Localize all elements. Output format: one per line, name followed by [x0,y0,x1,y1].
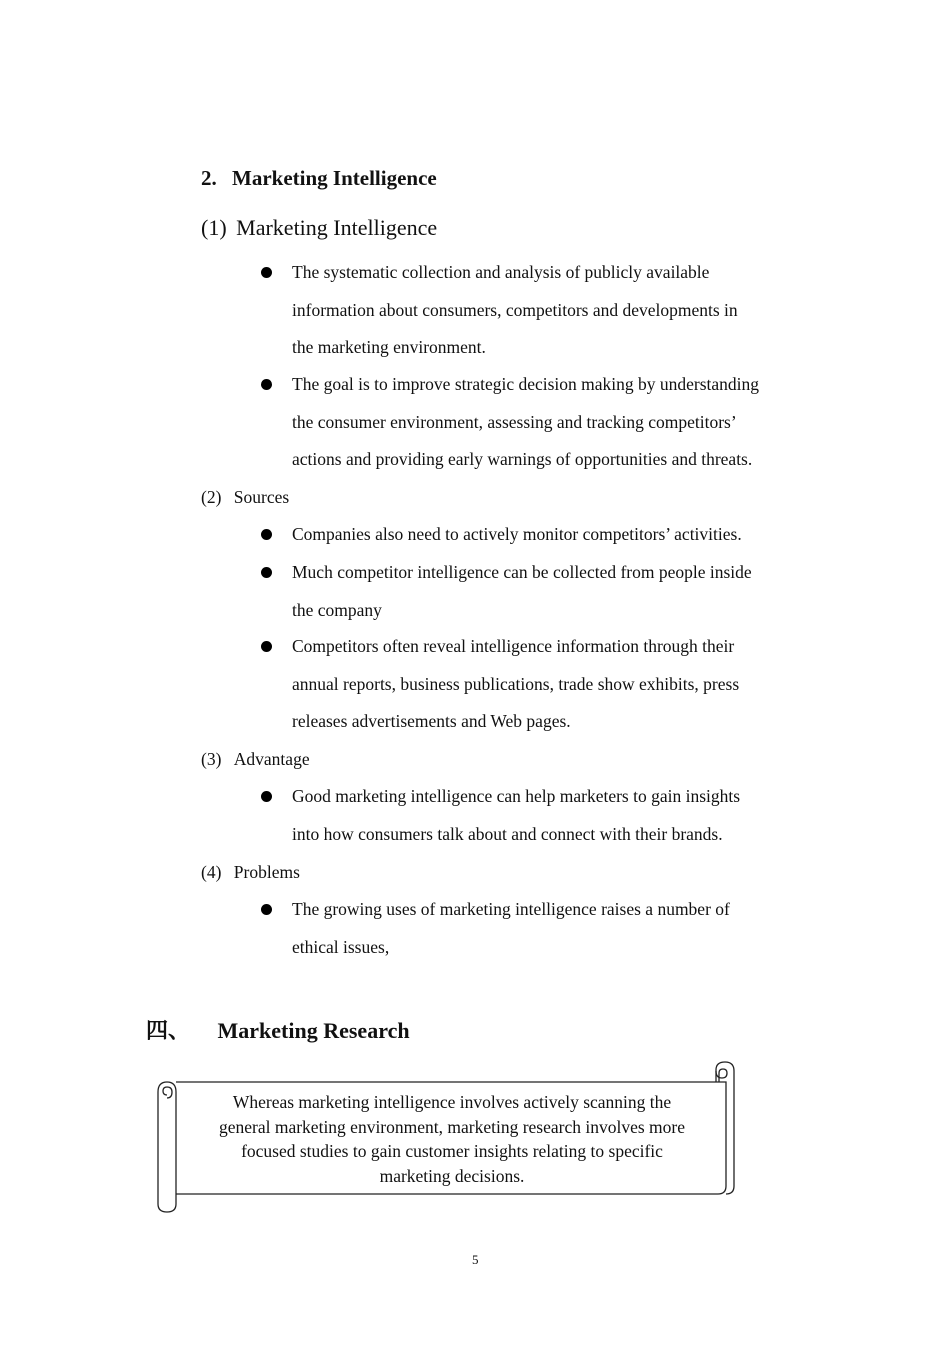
bullet-line: the consumer environment, assessing and tracking competitors’ [292,411,737,432]
callout-line: general marketing environment, marketing research involves more [218,1116,685,1137]
bullet-item [292,891,808,966]
page-number: 5 [472,1252,479,1267]
bullet-line: annual reports, business publications, trade show exhibits, press [292,673,740,694]
bullet-line: into how consumers talk about and connect with their brands. [292,823,723,844]
bullet-line: actions and providing early warnings of opportunities and threats. [292,449,753,469]
bullet-item [292,366,808,479]
section-heading [201,166,437,191]
bullet-dot [261,267,272,278]
chapter-number: 四、 [146,1019,191,1044]
scroll-callout-text [178,1090,726,1188]
bullet-item [292,554,808,629]
bullet-dot [261,379,272,390]
bullet-item [292,254,808,367]
subsection-title: Marketing Intelligence [236,215,438,240]
bullet-line: releases advertisements and Web pages. [292,711,571,731]
bullet-dot [261,567,272,578]
callout-line: marketing decisions. [379,1165,525,1186]
subsection-label: (1) [201,215,227,240]
bullet-line: the marketing environment. [292,337,486,357]
bullet-line: Good marketing intelligence can help marketers to gain insights [292,786,741,806]
bullet-item [292,516,808,554]
bullet-line: Companies also need to actively monitor competitors’ activities. [292,524,742,544]
bullet-dot [261,529,272,540]
bullet-line: the company [292,599,382,620]
subsection-heading [201,487,289,508]
section-title: Marketing Intelligence [232,166,437,190]
section-number: 2. [201,166,217,190]
bullet-item [292,628,808,741]
callout-line: Whereas marketing intelligence involves actively scanning the [232,1092,672,1112]
bullet-line: The systematic collection and analysis of publicly available [292,262,710,282]
subsection-title: Sources [233,487,290,507]
bullet-dot [261,641,272,652]
bullet-line: Competitors often reveal intelligence information through their [292,636,735,656]
chapter-heading [146,1014,410,1045]
bullet-item [292,778,808,853]
subsection-label: (2) [201,487,222,507]
bullet-dot [261,904,272,915]
subsection-heading [201,749,310,770]
subsection-title: Problems [233,862,300,882]
subsection-heading [201,215,437,241]
bullet-dot [261,791,272,802]
chapter-title: Marketing Research [217,1018,410,1043]
bullet-line: The growing uses of marketing intelligence raises a number of [292,899,730,919]
subsection-label: (3) [201,749,222,769]
subsection-title: Advantage [233,749,310,769]
bullet-line: ethical issues, [292,936,390,957]
callout-line: focused studies to gain customer insights relating to specific [241,1141,663,1161]
bullet-line: Much competitor intelligence can be collected from people inside [292,562,752,582]
subsection-label: (4) [201,862,222,882]
subsection-heading [201,862,300,883]
bullet-line: information about consumers, competitors and developments in [292,299,738,320]
bullet-line: The goal is to improve strategic decision making by understanding [292,374,760,394]
